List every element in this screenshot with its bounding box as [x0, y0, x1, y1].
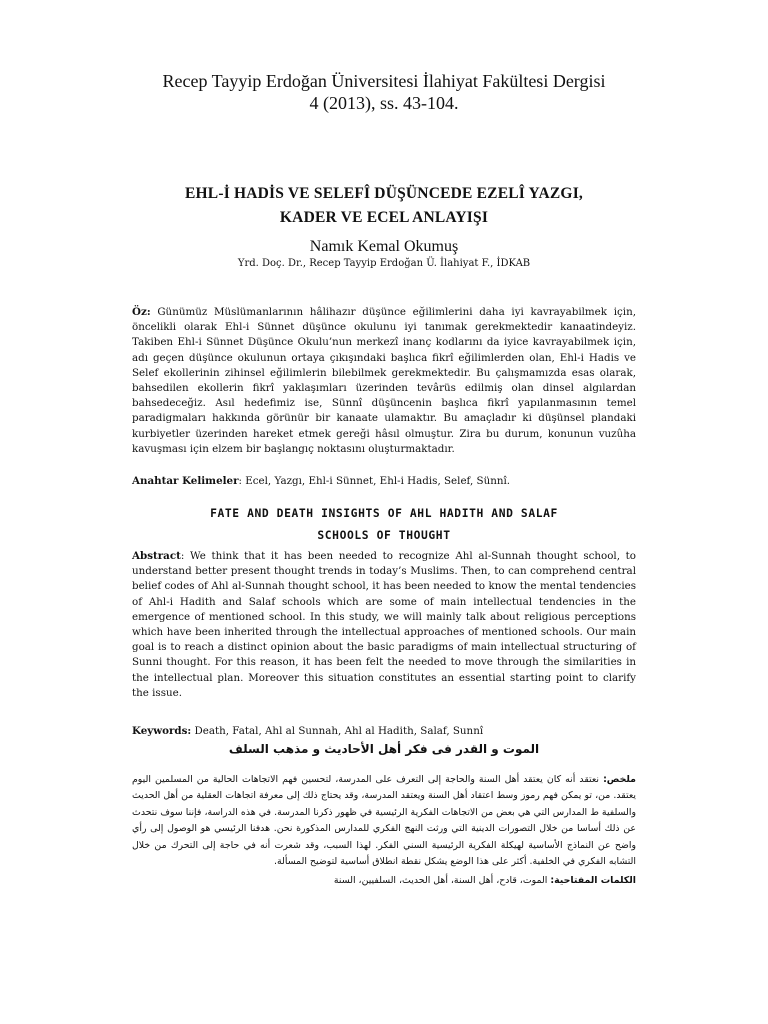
english-title-line-2: SCHOOLS OF THOUGHT — [317, 529, 451, 542]
article-title-line-1: EHL-İ HADİS VE SELEFÎ DÜŞÜNCEDE EZELÎ YAZGI, — [185, 185, 583, 202]
turkish-abstract-label: Öz: — [132, 306, 151, 318]
turkish-keywords — [132, 474, 636, 489]
turkish-abstract-text: Günümüz Müslümanlarının hâlihazır düşünce eğilimlerini daha iyi kavrayabilmek için, öncelikli olarak Ehl-i Sünnet düşünce okulunu iyi tanımak gerekmektedir kanaatindeyiz. Takiben Ehl-i Sünnet Düşünce Okulu’nun merkezî inanç kodlarını da iyice kavrayabilmek için, adı geçen düşünce okulunun ortaya çıkışındaki başlıca fikrî eğilimlerden olan, Ehl-i Hadis ve Selef ekollerinin zihinsel eğilimlerin bilebilmek gerekmektedir. Bu çalışmamızda esas olarak, bahsedilen ekollerin fikrî yaklaşımları üzerinden tevârüs edilmiş olan dinsel algılardan bahsedeceğiz. Asıl hedefimiz ise, Sünnî düşüncenin başlıca fikrî yapılanmasının temel paradigmaları hakkında görünür bir kanaate ulamaktır. Bu amaçladır ki düşünsel plandaki kurbiyetler üzerinden hareket etmek gereği hâsıl olmuştur. Zira bu durum, konunun vuzûha kavuşması için elzem bir başlangıç noktasını oluşturmaktadır. — [132, 306, 636, 455]
arabic-keywords-label: الكلمات المفتاحية: — [550, 875, 636, 886]
turkish-keywords-text: : Ecel, Yazgı, Ehl-i Sünnet, Ehl-i Hadis, Selef, Sünnî. — [238, 475, 511, 487]
arabic-keywords — [132, 873, 636, 889]
english-title-line-1: FATE AND DEATH INSIGHTS OF AHL HADITH AND SALAF — [210, 507, 558, 520]
english-keywords — [132, 724, 636, 739]
arabic-title: الموت و القدر فى فكر أهل الأحاديث و مذهب السلف — [228, 742, 540, 756]
arabic-keywords-text: الموت، قادح، أهل السنة، أهل الحديث، السلفيين، السنة — [333, 875, 551, 886]
english-abstract-text: : We think that it has been needed to recognize Ahl al-Sunnah thought school, to understand better present thought trends in today’s Muslims. Then, to can comprehend central belief codes of Ahl al-Sunnah thought school, it has been needed to know the mental tendencies of Ahl-i Hadith and Salaf schools which are some of main intellectual tendencies in the emergence of mentioned school. In this study, we will mainly talk about religious perceptions which have been inherited through the intellectual approaches of mentioned schools. Our main goal is to reach a distinct opinion about the basic paradigms of main intellectual structuring of Sunni thought. For this reason, it has been felt the needed to move through the similarities in the intellectual plan. Moreover this situation constitutes an essential starting point to clarify the issue. — [132, 550, 636, 699]
arabic-abstract-text: نعتقد أنه كان يعتقد أهل السنة والحاجة إلى التعرف على المدرسة، لتحسين فهم الاتجاهات الحالية من المسلمين اليوم يعتقد. من، تو يمكن فهم رموز وسط اعتقاد أهل السنة ويعتقد المدرسة، وقد يحتاج ذلك إلى معرفة اتجاهات العقلية من أهل الحديث والسلفية ط المدارس التي هي بعض من الاتجاهات الفكرية الرئيسية في ظهور ذكرنا المدرسة. في هذه الدراسة، فإننا سوف نتحدث عن ذلك أساسا من خلال التصورات الدينية التي ورثت النهج الفكري للمدارس المذكورة نحن. هدفنا الرئيسي هو الوصول إلى رأي واضح عن النماذج الأساسية لهيكلة الفكرية الرئيسية السني الفكر. لهذا السبب، وقد شعرت أنه في حاجة إلى التحرك من خلال التشابه الفكري في الخلفية. أكثر على هذا الوضع يشكل نقطة انطلاق أساسية لتوضيح المسألة. — [132, 774, 636, 868]
author-affiliation: Yrd. Doç. Dr., Recep Tayyip Erdoğan Ü. İlahiyat F., İDKAB — [237, 258, 531, 269]
english-title — [132, 503, 636, 547]
arabic-abstract-label: ملخص: — [603, 774, 636, 785]
turkish-keywords-label: Anahtar Kelimeler — [132, 475, 239, 487]
turkish-abstract — [132, 305, 636, 457]
english-keywords-label: Keywords: — [132, 725, 192, 737]
arabic-abstract — [132, 772, 636, 870]
journal-name: Recep Tayyip Erdoğan Üniversitesi İlahiyat Fakültesi Dergisi — [162, 71, 606, 91]
english-abstract — [132, 549, 636, 701]
english-keywords-text: Death, Fatal, Ahl al Sunnah, Ahl al Hadith, Salaf, Sunnî — [191, 725, 484, 737]
journal-issue: 4 (2013), ss. 43-104. — [309, 93, 459, 113]
article-title-line-2: KADER VE ECEL ANLAYIŞI — [279, 209, 489, 226]
journal-header — [60, 70, 708, 114]
article-title — [60, 182, 708, 230]
english-abstract-label: Abstract — [132, 550, 181, 562]
author-name: Namık Kemal Okumuş — [309, 238, 459, 255]
